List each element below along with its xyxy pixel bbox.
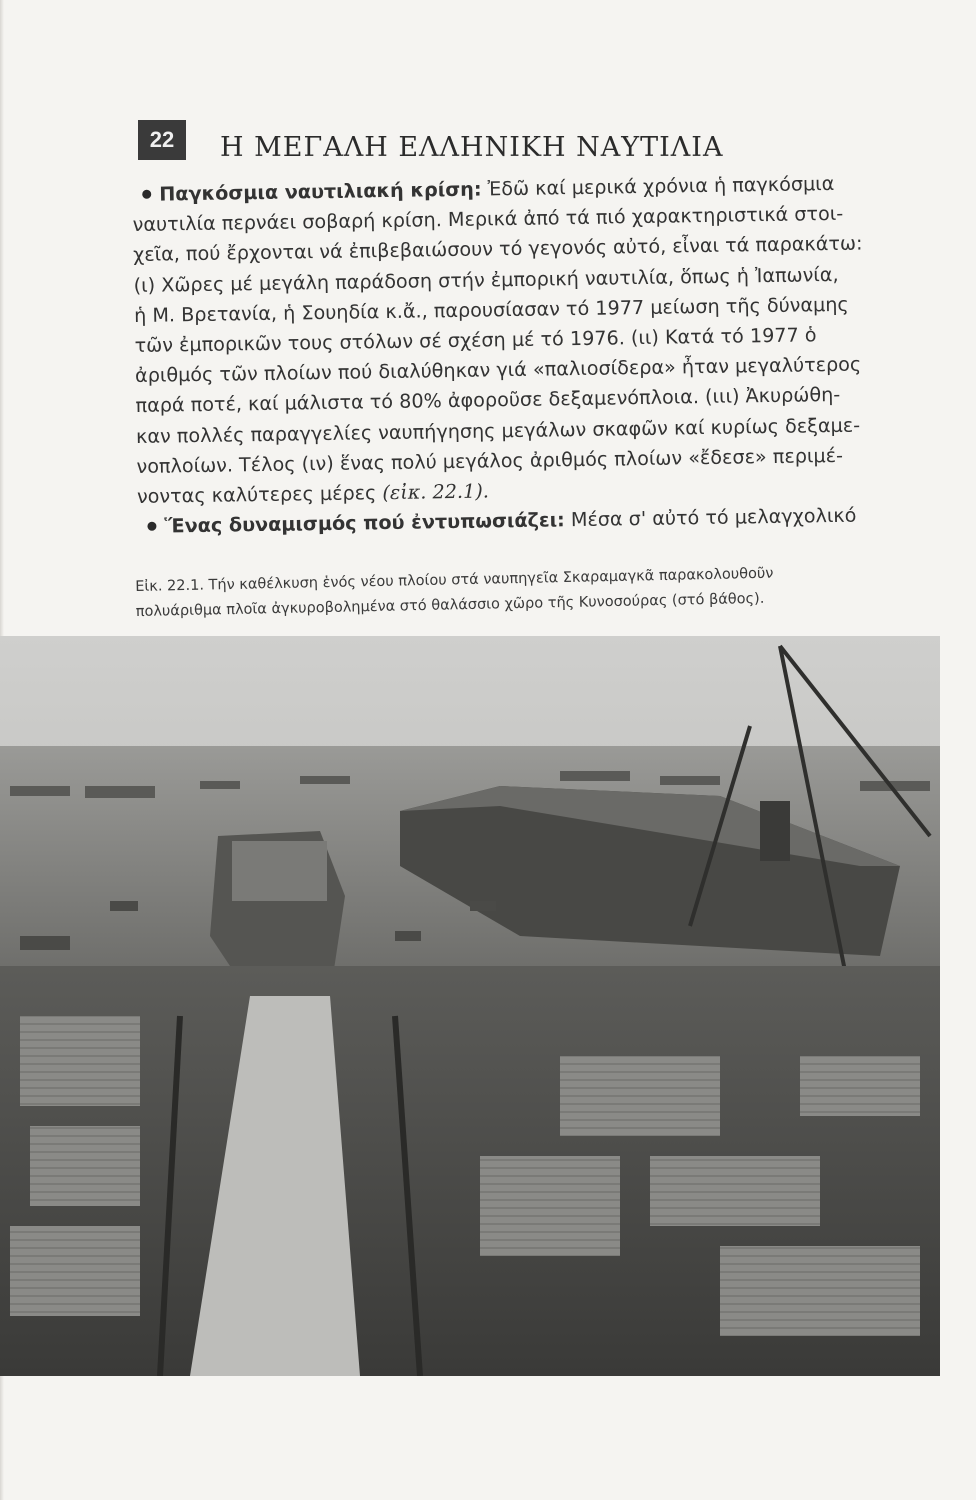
figure-caption xyxy=(135,558,936,625)
caption-line-2: πολυάριθμα πλοῖα ἀγκυροβολημένα στό θαλάσσιο χῶρο τῆς Κυνοσούρας (στό βάθος). xyxy=(135,590,765,620)
body-text xyxy=(132,167,938,542)
paragraph-1-line: τῶν ἐμπορικῶν τους στόλων σέ σχέση μέ τό 1976. (ιι) Κατά τό 1977 ὁ xyxy=(134,323,817,357)
paragraph-2-heading: Ἕνας δυναμισμός πού ἐντυπωσιάζει: xyxy=(164,508,565,538)
paragraph-1-line: χεῖα, πού ἔρχονται νά ἐπιβεβαιώσουν τό γεγονός αὐτό, εἶναι τά παρακάτω: xyxy=(132,231,863,267)
paragraph-1-line: παρά ποτέ, καί μάλιστα τό 80% ἀφοροῦσε δεξαμενόπλοια. (ιιι) Ἀκυρώθη- xyxy=(135,383,841,418)
paragraph-1-line: ἀριθμός τῶν πλοίων πού διαλύθηκαν γιά «παλιοσίδερα» ἦταν μεγαλύτερος xyxy=(134,352,862,388)
caption-line-1: Εἰκ. 22.1. Τήν καθέλκυση ἑνός νέου πλοίου στά ναυπηγεῖα Σκαραμαγκᾶ παρακολουθοῦν xyxy=(135,565,774,595)
paragraph-1-line: (ι) Χῶρες μέ μεγάλη παράδοση στήν ἐμπορική ναυτιλία, ὅπως ἡ Ἰαπωνία, xyxy=(133,262,839,297)
bullet-icon xyxy=(142,190,151,199)
paragraph-1-line: ἡ Μ. Βρετανία, ἡ Σουηδία κ.ἄ., παρουσίασαν τό 1977 μείωση τῆς δύναμης xyxy=(133,292,849,327)
bullet-icon xyxy=(147,522,156,531)
paragraph-1-line: νοπλοίων. Τέλος (ιν) ἕνας πολύ μεγάλος ἀριθμός πλοίων «ἔδεσε» περιμέ- xyxy=(136,443,844,478)
page-number: 22 xyxy=(149,127,175,152)
paragraph-1-heading: Παγκόσμια ναυτιλιακή κρίση: xyxy=(159,177,482,206)
paragraph-1-last-text: νοντας καλύτερες μέρες xyxy=(136,481,377,508)
running-title: Η ΜΕΓΑΛΗ ΕΛΛΗΝΙΚΗ ΝΑΥΤΙΛΙΑ xyxy=(220,132,724,163)
paragraph-2-text: Μέσα σ' αὐτό τό μελαγχολικό xyxy=(570,503,857,532)
paragraph-1-line: ναυτιλία περνάει σοβαρή κρίση. Μερικά ἀπό τά πιό χαρακτηριστικά στοι- xyxy=(132,202,844,237)
paragraph-1-line-0: Ἐδῶ καί μερικά χρόνια ἡ παγκόσμια xyxy=(487,171,835,201)
shipyard-launch-photo xyxy=(0,636,940,1376)
page-number-box xyxy=(138,120,186,160)
figure-reference: (εἰκ. 22.1). xyxy=(382,479,490,505)
paragraph-1-line: καν πολλές παραγγελίες ναυπήγησης μεγάλων σκαφῶν καί κυρίως δεξαμε- xyxy=(135,413,861,448)
